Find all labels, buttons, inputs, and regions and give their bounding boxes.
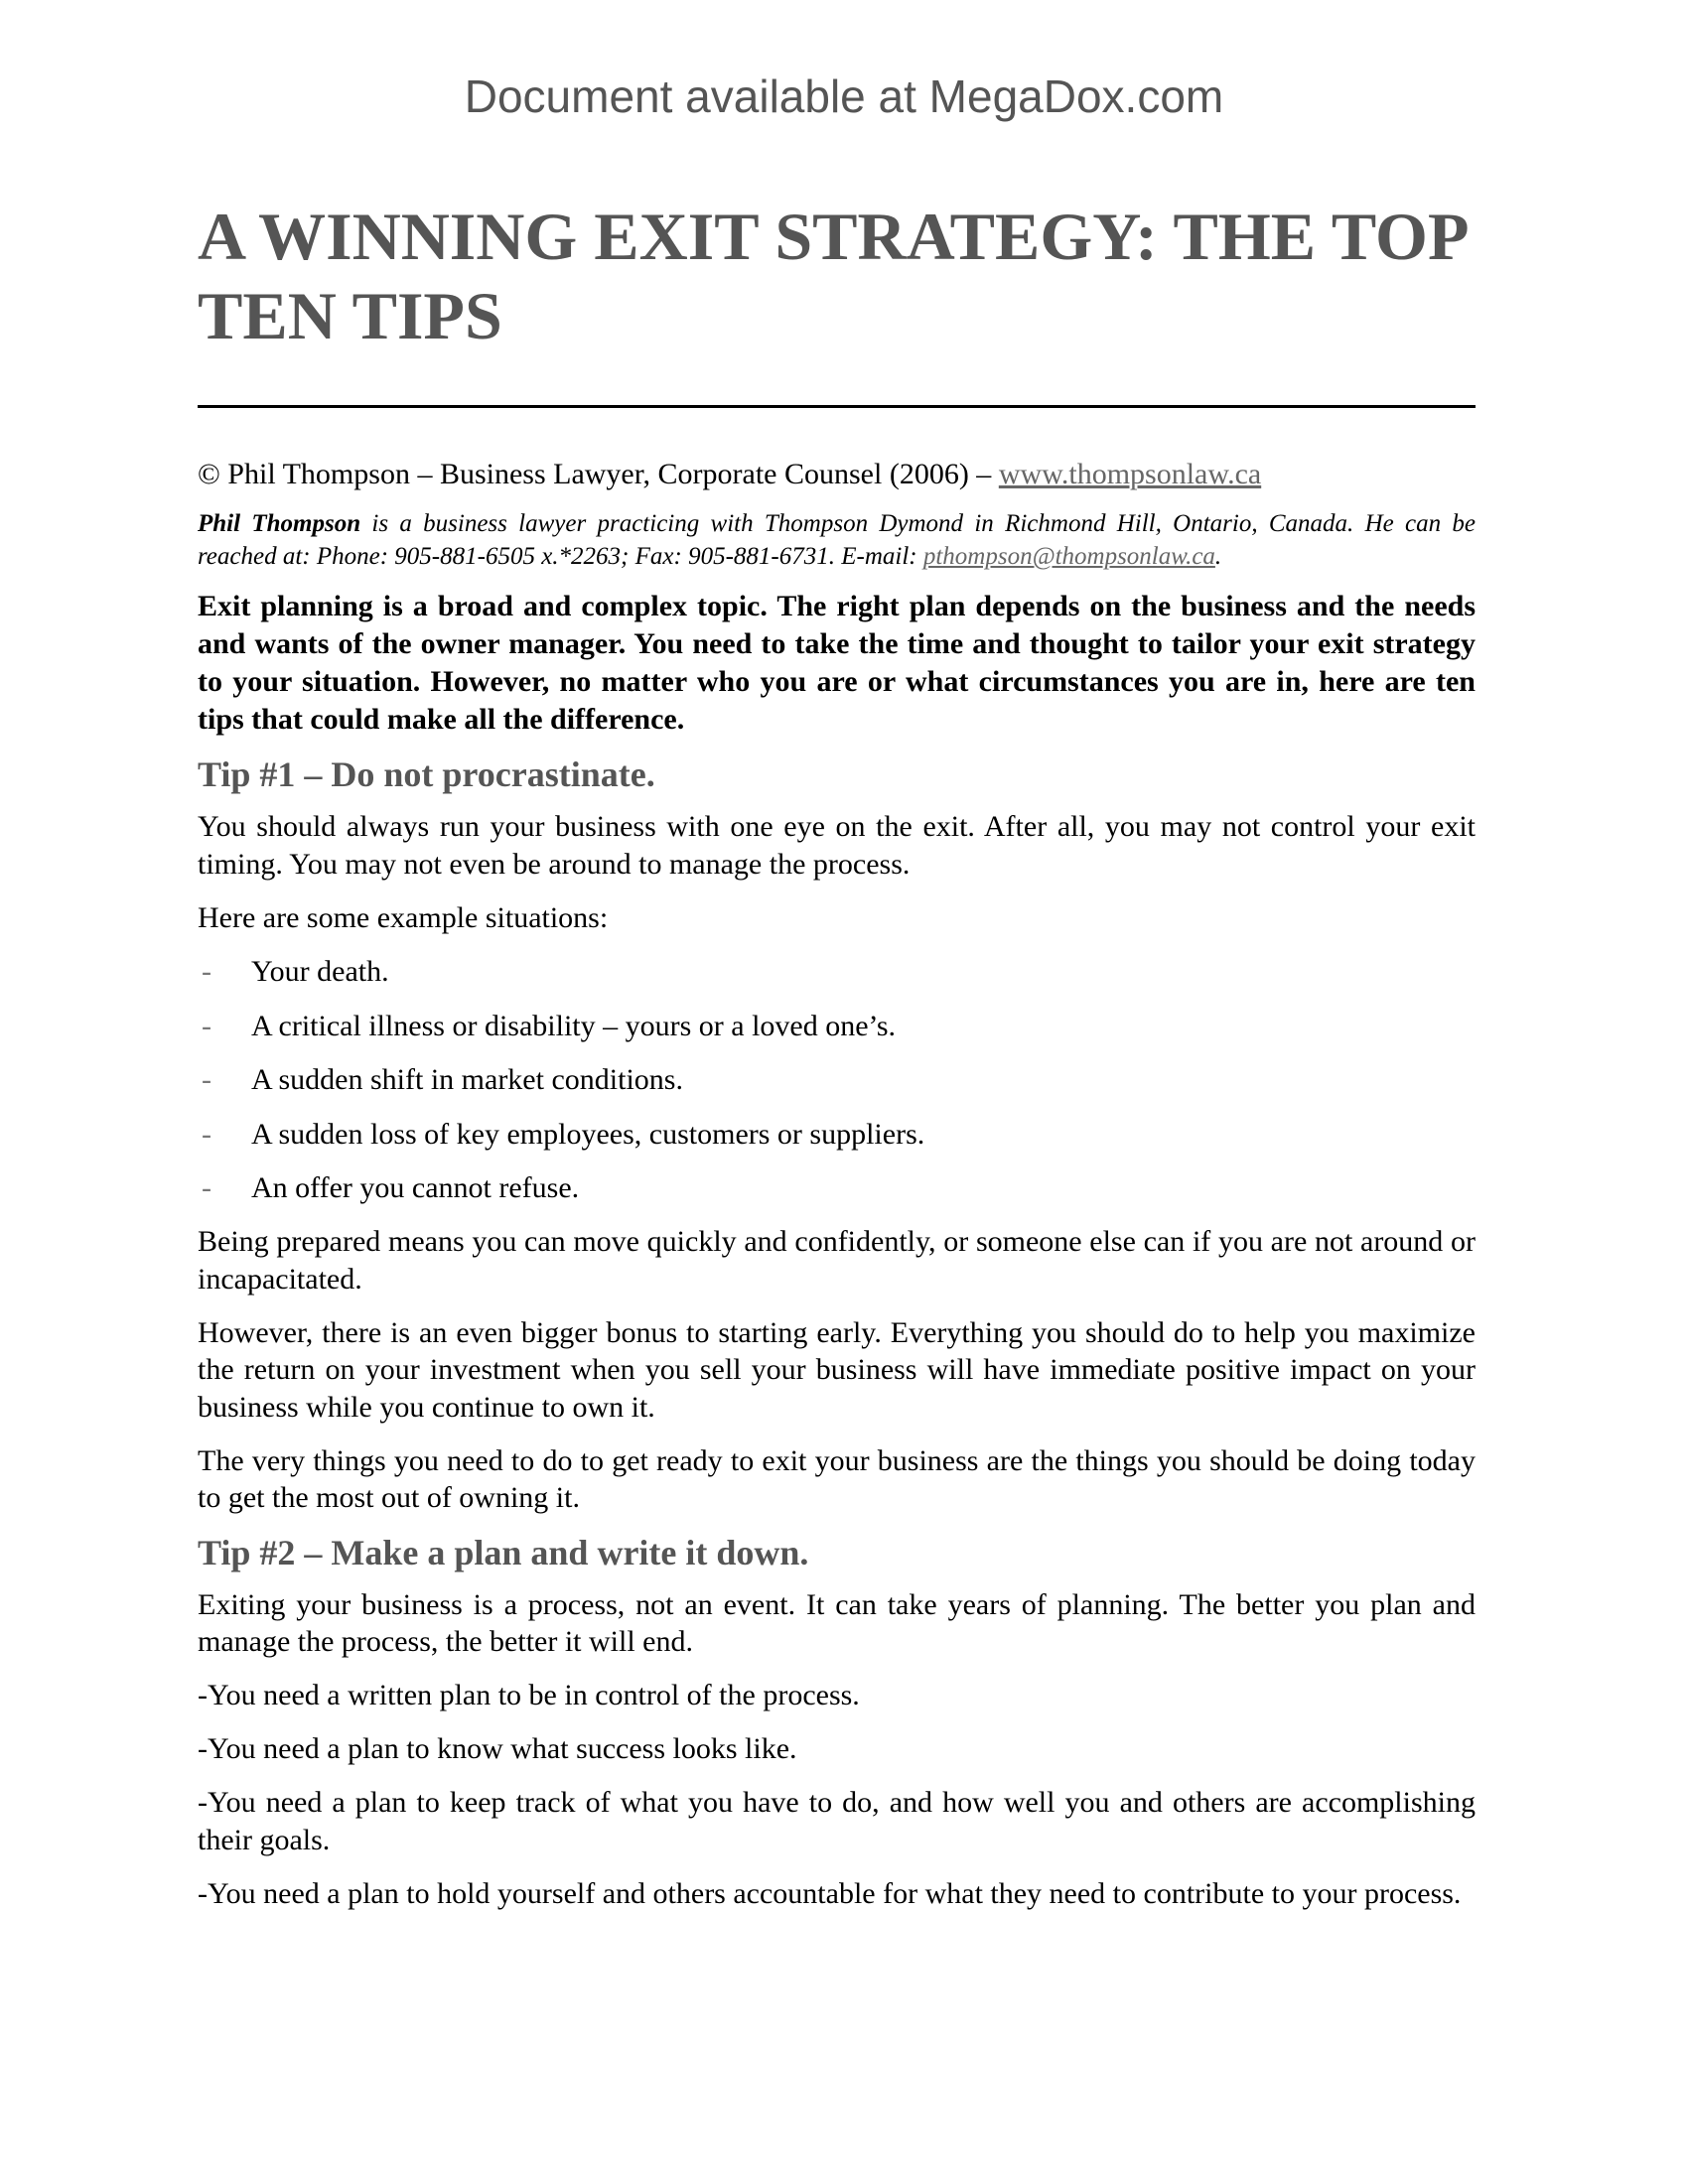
paragraph: However, there is an even bigger bonus to starting early. Everything you should do to help you maximize the return on your investment when you sell your business will have immediate positive impact on your business while you continue to own it.: [198, 1315, 1476, 1424]
list-item: [198, 1116, 1476, 1154]
bio-end: .: [1214, 543, 1222, 570]
list-item: [198, 1061, 1476, 1099]
bullet-dash: -: [202, 1009, 211, 1042]
bullet-dash: -: [202, 1117, 211, 1151]
paragraph: Being prepared means you can move quickly and confidently, or someone else can if you are not around or incapacitated.: [198, 1225, 1476, 1296]
website-link[interactable]: www.thompsonlaw.ca: [998, 458, 1262, 490]
title-divider: [198, 405, 1476, 408]
paragraph: The very things you need to do to get ready to exit your business are the things you should be doing today to get the most out of owning it.: [198, 1443, 1476, 1514]
bio-text: is a business lawyer practicing with Thompson Dymond in Richmond Hill, Ontario, Canada. He can be reached at: Phone: 905-881-6505 x.*2263; Fax: 905-881-6731. E-mail:: [198, 510, 1476, 570]
paragraph: -You need a plan to know what success looks like.: [198, 1732, 797, 1765]
list-item-text: A critical illness or disability – yours or a loved one’s.: [251, 1009, 897, 1042]
author-name: Phil Thompson: [198, 510, 361, 537]
list-item-text: An offer you cannot refuse.: [251, 1171, 580, 1204]
paragraph: Exiting your business is a process, not an event. It can take years of planning. The better you plan and manage the process, the better it will end.: [198, 1587, 1476, 1658]
author-bio: [198, 507, 1476, 573]
list-item-text: A sudden loss of key employees, customers or suppliers.: [251, 1117, 925, 1151]
document-page: [198, 197, 1476, 1912]
list-item: [198, 1169, 1476, 1207]
paragraph: -You need a plan to keep track of what you have to do, and how well you and others are accomplishing their goals.: [198, 1786, 1476, 1856]
copyright-line: [198, 456, 1476, 493]
paragraph: Here are some example situations:: [198, 900, 609, 934]
megadox-banner: Document available at MegaDox.com: [464, 70, 1224, 122]
paragraph: -You need a plan to hold yourself and others accountable for what they need to contribute to your process.: [198, 1876, 1462, 1910]
list-item-text: Your death.: [251, 955, 389, 988]
paragraph: You should always run your business with one eye on the exit. After all, you may not control your exit timing. You may not even be around to manage the process.: [198, 810, 1476, 881]
bullet-dash: -: [202, 1063, 211, 1096]
paragraph: -You need a written plan to be in control of the process.: [198, 1679, 860, 1711]
tip1-heading: Tip #1 – Do not procrastinate.: [198, 754, 655, 794]
list-item: [198, 1008, 1476, 1045]
intro-paragraph: Exit planning is a broad and complex topic. The right plan depends on the business and the needs and wants of the owner manager. You need to take the time and thought to tailor your exit strategy to your situation. However, no matter who you are or what circumstances you are in, here are ten tips that could make all the difference.: [198, 590, 1476, 736]
email-link[interactable]: pthompson@thompsonlaw.ca: [922, 543, 1215, 570]
document-title: A WINNING EXIT STRATEGY: THE TOP TEN TIPS: [198, 199, 1466, 353]
list-item: [198, 953, 1476, 991]
bullet-dash: -: [202, 1171, 211, 1204]
tip2-heading: Tip #2 – Make a plan and write it down.: [198, 1532, 809, 1572]
bullet-dash: -: [202, 955, 211, 988]
copyright-text: © Phil Thompson – Business Lawyer, Corporate Counsel (2006) –: [198, 458, 999, 490]
list-item-text: A sudden shift in market conditions.: [251, 1063, 683, 1096]
